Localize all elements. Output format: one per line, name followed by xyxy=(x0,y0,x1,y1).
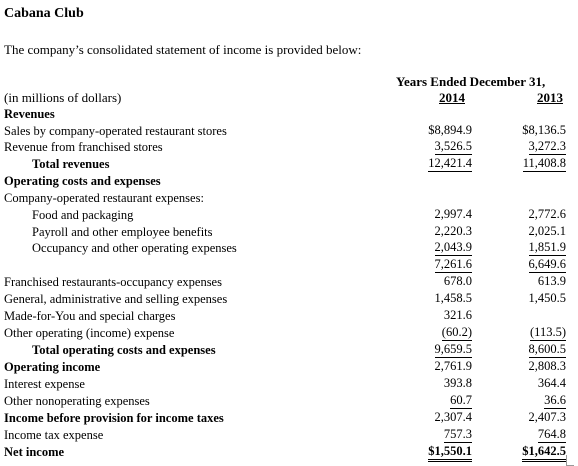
value-2013: 2,407.3 xyxy=(528,410,566,424)
value-2014: 3,526.5 xyxy=(434,139,472,153)
value-2013: 11,408.8 xyxy=(522,156,566,170)
row-other-nonoperating xyxy=(0,393,578,409)
value-2014: (60.2) xyxy=(441,325,472,339)
value-2014: $8,894.9 xyxy=(428,123,472,137)
value-2013: 2,808.3 xyxy=(528,359,566,373)
value-2013: $1,642.5 xyxy=(522,444,566,462)
value-2013: 764.8 xyxy=(537,427,566,441)
value-2014: 12,421.4 xyxy=(428,156,472,170)
row-label: Payroll and other employee benefits xyxy=(32,225,213,239)
value-2013: 1,450.5 xyxy=(528,291,566,305)
row-label: Company-operated restaurant expenses: xyxy=(4,191,204,205)
row-label: Interest expense xyxy=(4,377,85,391)
units-label: (in millions of dollars) xyxy=(4,90,122,105)
statement-title: Cabana Club xyxy=(4,6,84,21)
row-company-sales xyxy=(0,123,578,139)
row-income-before-taxes xyxy=(0,410,578,426)
row-label: Revenues xyxy=(4,107,55,121)
section-revenues xyxy=(0,106,578,122)
row-label: Income tax expense xyxy=(4,428,104,442)
row-income-tax xyxy=(0,427,578,443)
value-2013: 6,649.6 xyxy=(528,257,566,271)
value-2013: 3,272.3 xyxy=(528,139,566,153)
value-2014: $1,550.1 xyxy=(428,444,472,462)
value-2014: 321.6 xyxy=(443,308,472,322)
row-label: Franchised restaurants-occupancy expenses xyxy=(4,275,222,289)
value-2014: 2,307.4 xyxy=(434,410,472,424)
row-label: Operating income xyxy=(4,360,101,374)
row-payroll xyxy=(0,224,578,240)
row-label: Occupancy and other operating expenses xyxy=(32,241,237,255)
value-2013: 2,772.6 xyxy=(528,207,566,221)
intro-text: The company’s consolidated statement of income is provided below: xyxy=(4,42,362,57)
row-label: Total revenues xyxy=(32,157,110,171)
value-2014: 1,458.5 xyxy=(434,291,472,305)
value-2013: 1,851.9 xyxy=(528,240,566,254)
row-label: Sales by company-operated restaurant stores xyxy=(4,124,227,138)
row-interest-expense xyxy=(0,376,578,392)
row-franchise-occupancy xyxy=(0,274,578,290)
row-other-operating xyxy=(0,325,578,341)
value-2014: 2,997.4 xyxy=(434,207,472,221)
value-2014: 2,220.3 xyxy=(434,224,472,238)
row-label: Revenue from franchised stores xyxy=(4,140,163,154)
value-2014: 393.8 xyxy=(443,376,472,390)
subsection-company-operated xyxy=(0,190,578,206)
row-total-revenues xyxy=(0,156,578,172)
row-franchise-revenue xyxy=(0,139,578,155)
period-header: Years Ended December 31, xyxy=(396,74,546,89)
year-2014-header: 2014 xyxy=(439,90,465,105)
row-label: General, administrative and selling expenses xyxy=(4,292,228,306)
row-label: Food and packaging xyxy=(32,208,134,222)
row-food-packaging xyxy=(0,207,578,223)
value-2014: 7,261.6 xyxy=(434,257,472,271)
value-2013: 364.4 xyxy=(537,376,566,390)
value-2013: (113.5) xyxy=(530,325,566,339)
row-total-operating-costs xyxy=(0,342,578,358)
year-2013-header: 2013 xyxy=(537,90,563,105)
corner-mark xyxy=(566,455,574,466)
row-label: Total operating costs and expenses xyxy=(32,343,216,357)
row-label: Other operating (income) expense xyxy=(4,326,175,340)
row-label: Other nonoperating expenses xyxy=(4,394,150,408)
row-occupancy xyxy=(0,240,578,256)
row-operating-income xyxy=(0,359,578,375)
row-special-charges xyxy=(0,308,578,324)
row-general-admin xyxy=(0,291,578,307)
value-2014: 757.3 xyxy=(443,427,472,441)
section-operating-costs xyxy=(0,173,578,189)
row-label: Made-for-You and special charges xyxy=(4,309,176,323)
value-2013: 2,025.1 xyxy=(528,224,566,238)
row-label: Net income xyxy=(4,445,65,459)
row-label: Operating costs and expenses xyxy=(4,174,161,188)
row-label: Income before provision for income taxes xyxy=(4,411,224,425)
value-2013: $8,136.5 xyxy=(522,123,566,137)
value-2014: 2,043.9 xyxy=(434,240,472,254)
row-net-income xyxy=(0,444,578,460)
value-2014: 60.7 xyxy=(450,393,472,407)
value-2014: 9,659.5 xyxy=(434,342,472,356)
value-2013: 613.9 xyxy=(537,274,566,288)
value-2013: 36.6 xyxy=(544,393,566,407)
value-2013: 8,600.5 xyxy=(528,342,566,356)
row-company-expense-subtotal xyxy=(0,257,578,273)
value-2014: 678.0 xyxy=(443,274,472,288)
value-2014: 2,761.9 xyxy=(434,359,472,373)
